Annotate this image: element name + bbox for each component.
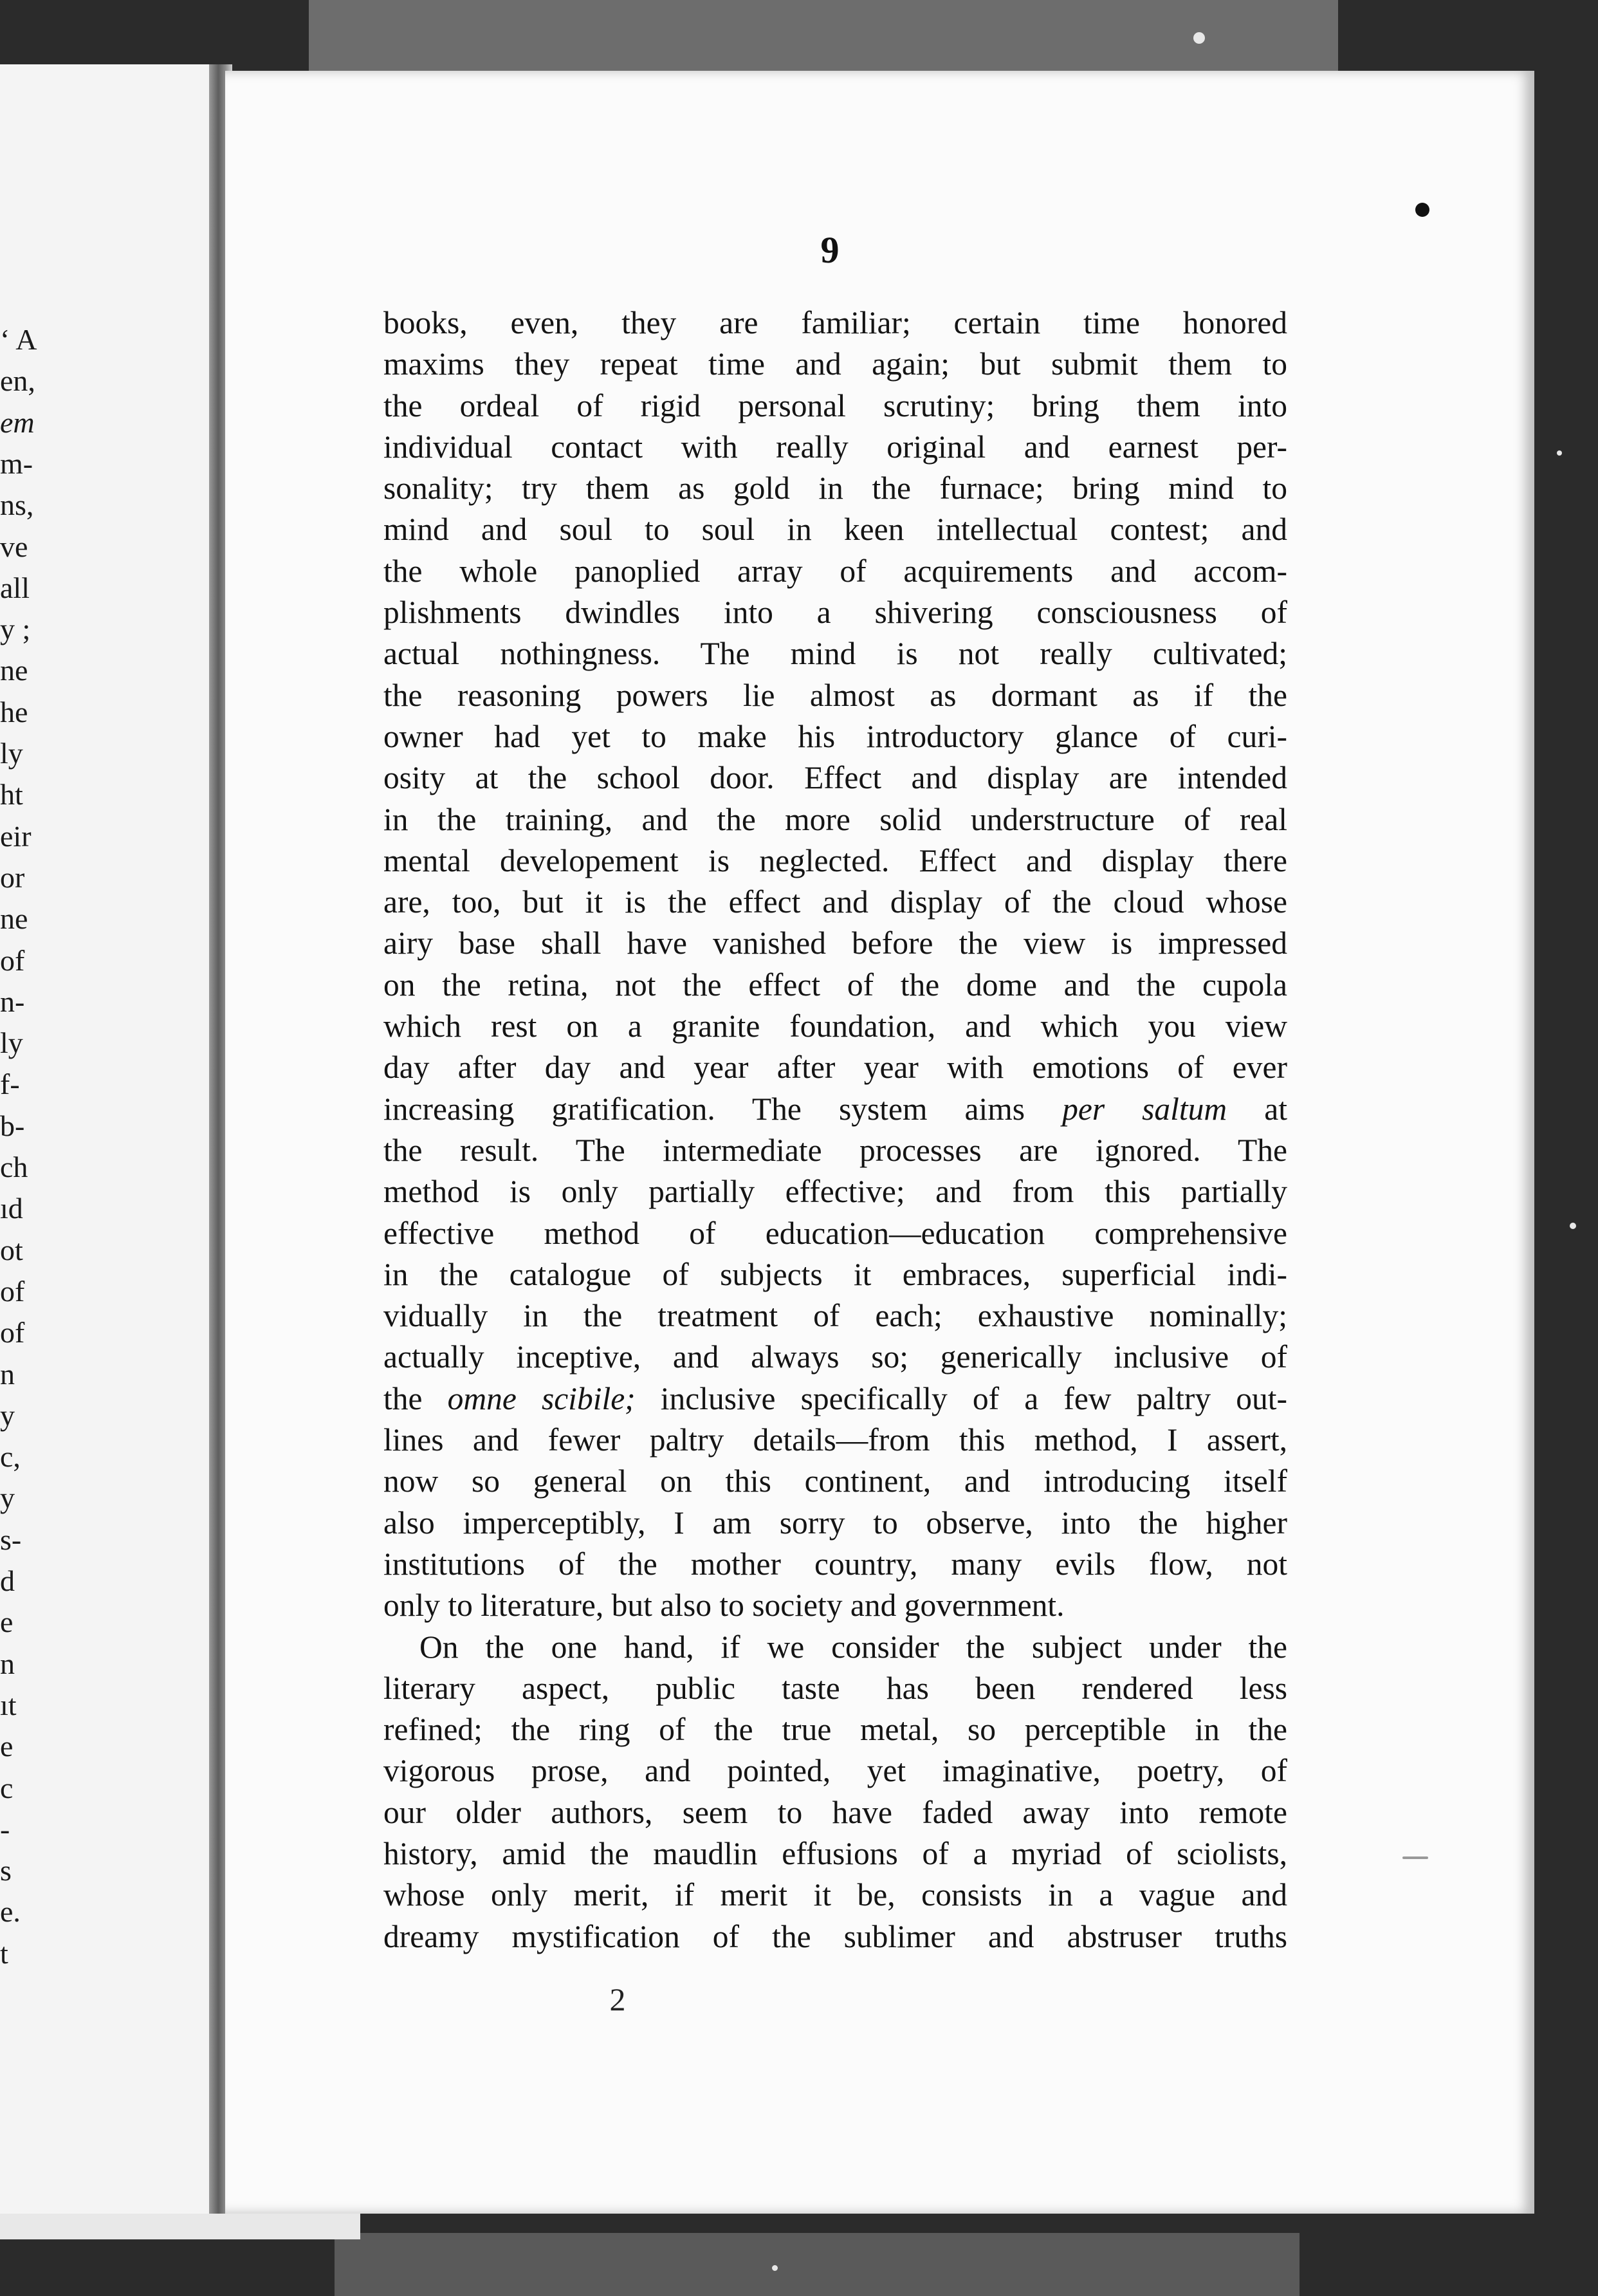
text-line: refined; the ring of the true metal, so perceptible in the: [383, 1712, 1287, 1748]
facing-page-fragment: ch: [0, 1151, 28, 1183]
text-line: maxims they repeat time and again; but submit them to: [383, 346, 1287, 382]
text-line: books, even, they are familiar; certain time honored: [383, 305, 1287, 340]
facing-page-fragment: f-: [0, 1068, 20, 1101]
facing-page-fragment: m-: [0, 447, 33, 480]
facing-page-fragment: y ;: [0, 613, 31, 646]
scan-speck: [1557, 450, 1562, 456]
text-line: in the training, and the more solid understructure of real: [383, 801, 1287, 837]
text-line: [383, 1378, 1287, 1420]
text-line: actual nothingness. The mind is not really cultivated;: [383, 636, 1287, 672]
facing-page-fragment: s: [0, 1854, 12, 1887]
scan-speck: [1193, 32, 1205, 44]
text-line: individual contact with really original and earnest per-: [383, 429, 1287, 465]
facing-page-fragment: en,: [0, 364, 35, 398]
signature-mark: 2: [609, 1981, 626, 2017]
facing-page-fragment: s-: [0, 1523, 22, 1556]
text-line: the reasoning powers lie almost as dormant as if the: [383, 677, 1287, 713]
facing-page-fragment: of: [0, 1274, 25, 1308]
facing-page-fragment: ly: [0, 737, 23, 770]
facing-page-fragment: ly: [0, 1026, 23, 1060]
facing-page-fragment: c,: [0, 1440, 21, 1474]
facing-page-fragment: y: [0, 1481, 15, 1515]
facing-page-fragment: of: [0, 1316, 25, 1349]
facing-page-fragment: e.: [0, 1895, 21, 1929]
text-line: are, too, but it is the effect and display of the cloud whose: [383, 884, 1287, 920]
facing-page-fragment: t: [0, 1936, 8, 1970]
text-line: our older authors, seem to have faded away into remote: [383, 1794, 1287, 1830]
scan-speck: [772, 2265, 778, 2271]
scan-speck: [1402, 1856, 1428, 1859]
facing-page-fragment: n: [0, 1357, 15, 1391]
italic-phrase: per saltum: [1062, 1091, 1227, 1127]
facing-page-fragment: or: [0, 860, 25, 894]
facing-page-fragment: all: [0, 571, 30, 604]
text-line: osity at the school door. Effect and display are intended: [383, 760, 1287, 796]
facing-page-edge: [0, 2214, 360, 2239]
scanner-background-band: [309, 0, 1338, 71]
facing-page-fragment: d: [0, 1564, 15, 1597]
text-line: history, amid the maudlin effusions of a myriad of sciolists,: [383, 1835, 1287, 1871]
text-line: vidually in the treatment of each; exhaustive nominally;: [383, 1298, 1287, 1334]
facing-page-fragment: ‘ A: [0, 323, 37, 356]
facing-page-fragment: n: [0, 1647, 15, 1680]
text-line: vigorous prose, and pointed, yet imaginative, poetry, of: [383, 1753, 1287, 1789]
text-line: airy base shall have vanished before the view is impressed: [383, 925, 1287, 961]
text-segment: at: [1227, 1091, 1287, 1127]
facing-page-fragment: -: [0, 1812, 10, 1846]
text-line: sonality; try them as gold in the furnace; bring mind to: [383, 470, 1287, 506]
facing-page-fragment: em: [0, 405, 35, 439]
italic-phrase: omne scibile;: [447, 1380, 636, 1416]
text-line: dreamy mystification of the sublimer and abstruser truths: [383, 1918, 1287, 1954]
text-segment: the: [383, 1380, 448, 1416]
text-line: actually inceptive, and always so; generically inclusive of: [383, 1339, 1287, 1375]
text-line: literary aspect, public taste has been rendered less: [383, 1670, 1287, 1706]
text-line: method is only partially effective; and from this partially: [383, 1174, 1287, 1210]
facing-page-fragment: ht: [0, 778, 23, 811]
text-line: [383, 1089, 1287, 1130]
facing-page-fragment: ıt: [0, 1688, 17, 1721]
scan-speck: [1570, 1223, 1576, 1229]
facing-page-fragment: ns,: [0, 488, 34, 522]
facing-page-fragment: ot: [0, 1233, 23, 1266]
facing-page-fragment: ve: [0, 530, 28, 563]
body-text: [383, 302, 1287, 1958]
text-segment: inclusive specifically of a few paltry out-: [635, 1380, 1287, 1416]
text-line: plishments dwindles into a shivering consciousness of: [383, 595, 1287, 631]
facing-page-fragment: n-: [0, 985, 25, 1018]
text-line: mind and soul to soul in keen intellectual contest; and: [383, 512, 1287, 548]
facing-page-fragment: ne: [0, 902, 28, 936]
text-line: the ordeal of rigid personal scrutiny; bring them into: [383, 387, 1287, 423]
text-line: institutions of the mother country, many evils flow, not: [383, 1546, 1287, 1582]
facing-page: [0, 64, 219, 2214]
facing-page-fragment: ıd: [0, 1192, 23, 1225]
facing-page-fragment: he: [0, 695, 28, 728]
facing-page-fragment: ne: [0, 654, 28, 687]
facing-page-fragment: c: [0, 1771, 14, 1804]
text-line: now so general on this continent, and introducing itself: [383, 1463, 1287, 1499]
text-line: on the retina, not the effect of the dome and the cupola: [383, 967, 1287, 1003]
text-line: whose only merit, if merit it be, consists in a vague and: [383, 1877, 1287, 1913]
text-line: also imperceptibly, I am sorry to observe, into the higher: [383, 1504, 1287, 1541]
text-line: which rest on a granite foundation, and which you view: [383, 1008, 1287, 1044]
text-line: the result. The intermediate processes are ignored. The: [383, 1132, 1287, 1168]
text-line: day after day and year after year with emotions of ever: [383, 1050, 1287, 1086]
text-line: only to literature, but also to society and government.: [383, 1588, 1065, 1624]
facing-page-fragment: b-: [0, 1109, 25, 1142]
scan-speck: [1415, 203, 1429, 217]
text-line: the whole panoplied array of acquirements and accom-: [383, 553, 1287, 589]
text-segment: increasing gratification. The system aims: [383, 1091, 1063, 1127]
facing-page-fragment: of: [0, 943, 25, 977]
text-line: owner had yet to make his introductory glance of curi-: [383, 718, 1287, 754]
text-line: effective method of education—education comprehensive: [383, 1215, 1287, 1251]
text-line: On the one hand, if we consider the subject under the: [419, 1629, 1287, 1665]
text-line: lines and fewer paltry details—from this method, I assert,: [383, 1422, 1287, 1458]
page-number: 9: [820, 229, 840, 271]
text-line: mental developement is neglected. Effect and display there: [383, 842, 1287, 878]
text-line: in the catalogue of subjects it embraces, superficial indi-: [383, 1256, 1287, 1292]
facing-page-fragment: e: [0, 1606, 14, 1639]
facing-page-fragment: eir: [0, 819, 32, 853]
facing-page-fragment: e: [0, 1730, 14, 1763]
facing-page-fragment: y: [0, 1398, 15, 1432]
scanner-background-band-bottom: [335, 2233, 1300, 2296]
